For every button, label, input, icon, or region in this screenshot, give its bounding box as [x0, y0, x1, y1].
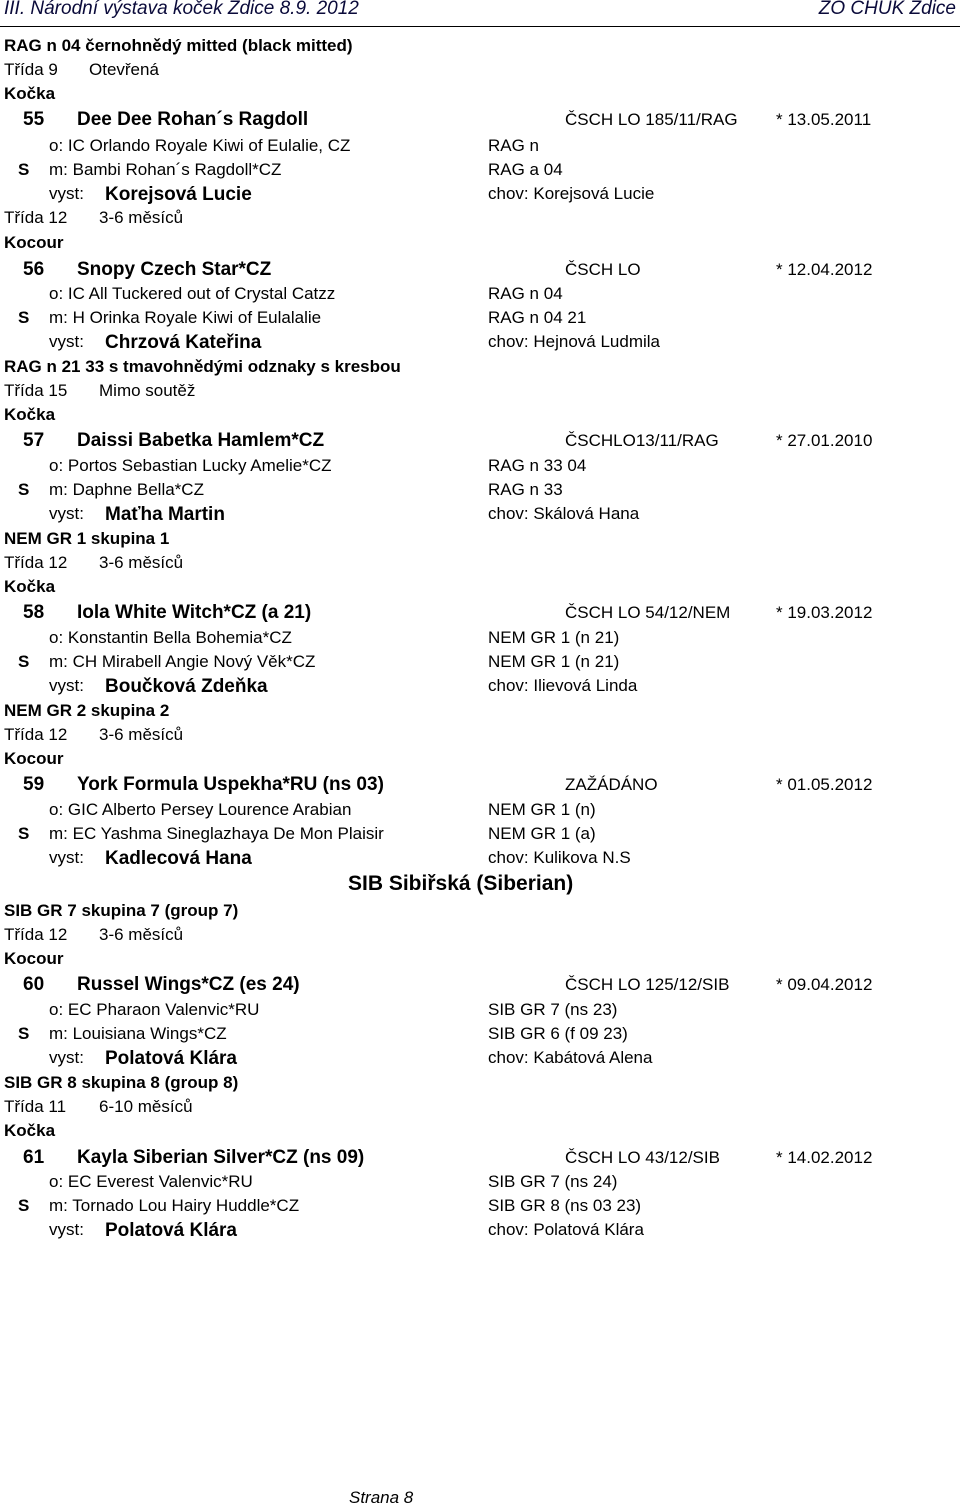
catalog-line: 55 [23, 109, 45, 130]
catalog-line: Třída 12 [4, 208, 68, 227]
catalog-line: Kočka [4, 1121, 56, 1140]
catalog-line: ČSCH LO 54/12/NEM [565, 603, 731, 622]
catalog-line: S [18, 824, 30, 843]
catalog-line: Polatová Klára [105, 1220, 237, 1241]
catalog-line: chov: Skálová Hana [488, 504, 640, 523]
catalog-line: 60 [23, 974, 45, 995]
catalog-line: Snopy Czech Star*CZ [77, 259, 272, 280]
catalog-line: ČSCH LO [565, 260, 641, 279]
catalog-line: S [18, 652, 30, 671]
catalog-line: vyst: [49, 184, 84, 203]
catalog-line: Korejsová Lucie [105, 184, 252, 205]
catalog-line: o: EC Everest Valenvic*RU [49, 1172, 253, 1191]
catalog-line: m: Louisiana Wings*CZ [49, 1024, 227, 1043]
catalog-line: m: H Orinka Royale Kiwi of Eulalalie [49, 308, 322, 327]
catalog-line: Kocour [4, 949, 64, 968]
catalog-line: Iola White Witch*CZ (a 21) [77, 602, 312, 623]
catalog-line: NEM GR 1 skupina 1 [4, 529, 170, 548]
event-title: III. Národní výstava koček Zdice 8.9. 2012 [4, 0, 359, 19]
catalog-line: * 13.05.2011 [776, 110, 872, 129]
catalog-line: m: Daphne Bella*CZ [49, 480, 204, 499]
catalog-line: 57 [23, 430, 45, 451]
catalog-line: vyst: [49, 1220, 84, 1239]
catalog-line: chov: Kulikova N.S [488, 848, 631, 867]
catalog-line: vyst: [49, 1048, 84, 1067]
catalog-line: Polatová Klára [105, 1048, 237, 1069]
catalog-line: * 19.03.2012 [776, 603, 873, 622]
catalog-line: 59 [23, 774, 45, 795]
catalog-line: Třída 12 [4, 725, 68, 744]
catalog-line: ČSCH LO 185/11/RAG [565, 110, 738, 129]
catalog-line: SIB Sibiřská (Siberian) [348, 872, 574, 895]
catalog-line: Kayla Siberian Silver*CZ (ns 09) [77, 1147, 365, 1168]
catalog-line: chov: Polatová Klára [488, 1220, 644, 1239]
catalog-line: SIB GR 6 (f 09 23) [488, 1024, 628, 1043]
catalog-line: chov: Hejnová Ludmila [488, 332, 660, 351]
catalog-line: ČSCHLO13/11/RAG [565, 431, 719, 450]
catalog-line: ČSCH LO 125/12/SIB [565, 975, 730, 994]
catalog-line: o: GIC Alberto Persey Lourence Arabian [49, 800, 352, 819]
catalog-line: NEM GR 1 (a) [488, 824, 596, 843]
catalog-line: Třída 15 [4, 381, 68, 400]
catalog-line: 58 [23, 602, 45, 623]
catalog-line: Chrzová Kateřina [105, 332, 262, 353]
catalog-line: vyst: [49, 676, 84, 695]
page-number: Strana 8 [349, 1488, 414, 1507]
catalog-line: ZAŽÁDÁNO [565, 775, 658, 794]
catalog-line: Kadlecová Hana [105, 848, 252, 869]
catalog-line: NEM GR 2 skupina 2 [4, 701, 170, 720]
catalog-line: RAG a 04 [488, 160, 563, 179]
catalog-line: Kočka [4, 577, 56, 596]
catalog-line: RAG n 04 [488, 284, 563, 303]
catalog-line: RAG n 04 černohnědý mitted (black mitted) [4, 36, 353, 55]
catalog-line: S [18, 160, 30, 179]
catalog-line: SIB GR 7 (ns 24) [488, 1172, 618, 1191]
catalog-line: Kočka [4, 84, 56, 103]
catalog-line: SIB GR 8 skupina 8 (group 8) [4, 1073, 239, 1092]
catalog-line: vyst: [49, 848, 84, 867]
catalog-line: Maťha Martin [105, 504, 225, 525]
catalog-line: * 27.01.2010 [776, 431, 873, 450]
catalog-line: m: Tornado Lou Hairy Huddle*CZ [49, 1196, 300, 1215]
catalog-line: NEM GR 1 (n) [488, 800, 596, 819]
catalog-line: S [18, 1196, 30, 1215]
catalog-line: vyst: [49, 332, 84, 351]
catalog-line: m: Bambi Rohan´s Ragdoll*CZ [49, 160, 282, 179]
catalog-line: Kocour [4, 233, 64, 252]
catalog-line: o: EC Pharaon Valenvic*RU [49, 1000, 260, 1019]
catalog-line: NEM GR 1 (n 21) [488, 628, 620, 647]
catalog-line: Třída 12 [4, 925, 68, 944]
catalog-line: SIB GR 7 skupina 7 (group 7) [4, 901, 239, 920]
catalog-line: vyst: [49, 504, 84, 523]
catalog-line: RAG n [488, 136, 540, 155]
catalog-line: RAG n 33 04 [488, 456, 587, 475]
catalog-line: SIB GR 7 (ns 23) [488, 1000, 618, 1019]
catalog-line: Kočka [4, 405, 56, 424]
catalog-line: * 01.05.2012 [776, 775, 873, 794]
catalog-line: Russel Wings*CZ (es 24) [77, 974, 300, 995]
catalog-line: m: EC Yashma Sineglazhaya De Mon Plaisir [49, 824, 384, 843]
catalog-line: Boučková Zdeňka [105, 676, 268, 697]
catalog-line: 3-6 měsíců [99, 725, 184, 744]
catalog-line: 56 [23, 259, 45, 280]
catalog-line: 3-6 měsíců [99, 208, 184, 227]
catalog-line: 3-6 měsíců [99, 553, 184, 572]
catalog-line: York Formula Uspekha*RU (ns 03) [77, 774, 384, 795]
page-header [0, 0, 960, 27]
catalog-line: o: Portos Sebastian Lucky Amelie*CZ [49, 456, 332, 475]
catalog-line: S [18, 308, 30, 327]
catalog-line: S [18, 480, 30, 499]
catalog-line: Otevřená [89, 60, 159, 79]
catalog-line: 3-6 měsíců [99, 925, 184, 944]
catalog-line: o: IC Orlando Royale Kiwi of Eulalie, CZ [49, 136, 351, 155]
catalog-line: * 09.04.2012 [776, 975, 873, 994]
catalog-line: chov: Korejsová Lucie [488, 184, 655, 203]
catalog-line: Kocour [4, 749, 64, 768]
catalog-line: chov: Kabátová Alena [488, 1048, 653, 1067]
catalog-line: o: Konstantin Bella Bohemia*CZ [49, 628, 292, 647]
catalog-line: o: IC All Tuckered out of Crystal Catzz [49, 284, 336, 303]
catalog-line: Třída 11 [4, 1097, 67, 1116]
catalog-line: Daissi Babetka Hamlem*CZ [77, 430, 325, 451]
catalog-line: 61 [23, 1147, 45, 1168]
catalog-line: 6-10 měsíců [99, 1097, 193, 1116]
catalog-line: chov: Ilievová Linda [488, 676, 638, 695]
catalog-line: Třída 9 [4, 60, 58, 79]
catalog-line: Dee Dee Rohan´s Ragdoll [77, 109, 309, 130]
catalog-line: RAG n 33 [488, 480, 563, 499]
catalog-line: m: CH Mirabell Angie Nový Věk*CZ [49, 652, 316, 671]
catalog-line: SIB GR 8 (ns 03 23) [488, 1196, 642, 1215]
catalog-line: RAG n 04 21 [488, 308, 587, 327]
catalog-line: NEM GR 1 (n 21) [488, 652, 620, 671]
catalog-line: Mimo soutěž [99, 381, 196, 400]
catalog-line: ČSCH LO 43/12/SIB [565, 1148, 720, 1167]
organizer: ZO CHUK Zdice [818, 0, 956, 19]
catalog-line: * 14.02.2012 [776, 1148, 873, 1167]
catalog-line: RAG n 21 33 s tmavohnědými odznaky s kresbou [4, 357, 401, 376]
catalog-line: * 12.04.2012 [776, 260, 873, 279]
catalog-line: Třída 12 [4, 553, 68, 572]
catalog-line: S [18, 1024, 30, 1043]
